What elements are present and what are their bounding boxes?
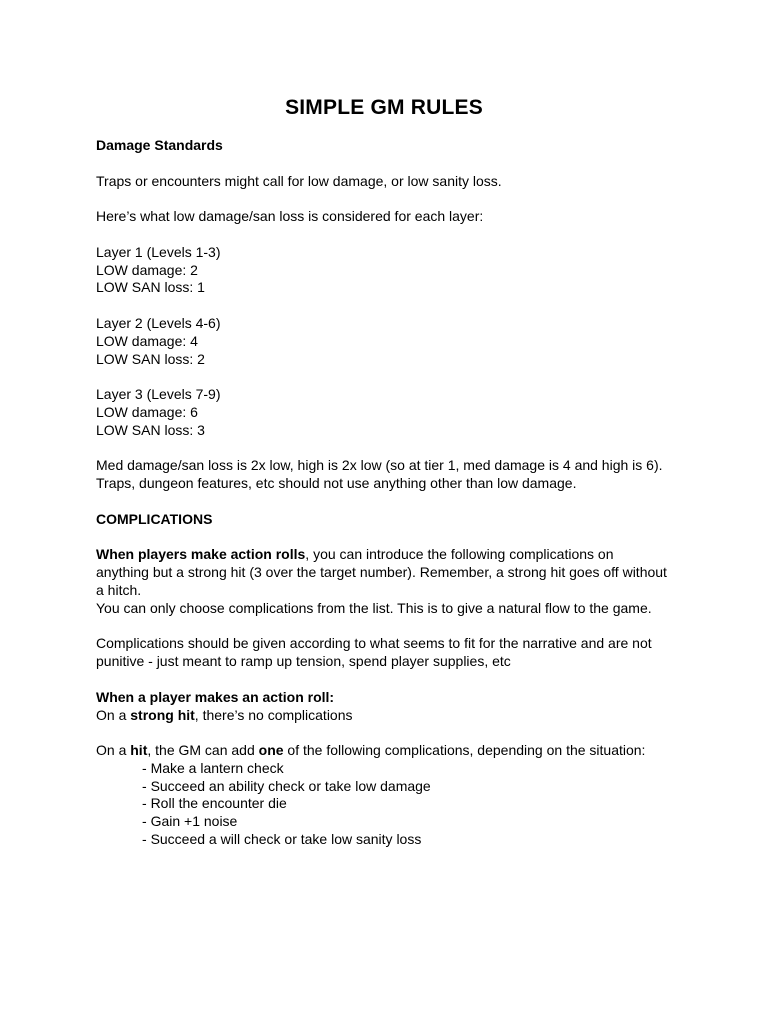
strong-hit-bold: strong hit	[130, 706, 195, 723]
hit-complications-list	[96, 760, 668, 849]
layer-1-san: LOW SAN loss: 1	[96, 279, 205, 296]
hit-bold: hit	[130, 742, 148, 759]
list-item: - Succeed a will check or take low sanity loss	[142, 831, 668, 849]
page-title: SIMPLE GM RULES	[285, 96, 483, 119]
complications-heading: COMPLICATIONS	[96, 510, 213, 527]
list-item: - Succeed an ability check or take low damage	[142, 778, 668, 796]
complications-paragraph-1	[96, 546, 668, 617]
traps-note-text: Traps, dungeon features, etc should not use anything other than low damage.	[96, 475, 577, 492]
hit-pre: On a	[96, 742, 131, 759]
action-rolls-rest: , you can introduce the following complications on anything but a strong hit (3 over the target number). Remember, a strong hit goes off without a hitch.	[96, 546, 667, 598]
hit-one-bold: one	[258, 742, 284, 759]
layer-3-block	[96, 386, 668, 439]
med-high-paragraph	[96, 457, 668, 493]
list-item: - Roll the encounter die	[142, 795, 668, 813]
layer-2-san: LOW SAN loss: 2	[96, 350, 205, 367]
complications-list-note: You can only choose complications from the list. This is to give a natural flow to the game.	[96, 599, 652, 616]
list-item: - Make a lantern check	[142, 760, 668, 778]
complications-paragraph-2: Complications should be given according to what seems to fit for the narrative and are not punitive - just meant to ramp up tension, spend player supplies, etc	[96, 635, 652, 670]
document-body	[96, 137, 668, 849]
action-roll-heading: When a player makes an action roll:	[96, 688, 335, 705]
med-high-text: Med damage/san loss is 2x low, high is 2x low (so at tier 1, med damage is 4 and high is 6).	[96, 457, 663, 474]
layer-2-damage: LOW damage: 4	[96, 332, 198, 349]
action-rolls-bold: When players make action rolls	[96, 546, 306, 563]
layer-1-name: Layer 1 (Levels 1-3)	[96, 243, 221, 260]
hit-post: of the following complications, depending on the situation:	[283, 742, 646, 759]
damage-standards-heading: Damage Standards	[96, 137, 223, 153]
action-roll-block	[96, 689, 668, 725]
intro-paragraph-2: Here’s what low damage/san loss is considered for each layer:	[96, 208, 484, 225]
layer-3-san: LOW SAN loss: 3	[96, 421, 205, 438]
layer-1-block	[96, 244, 668, 297]
layer-3-damage: LOW damage: 6	[96, 403, 198, 420]
strong-hit-post: , there’s no complications	[194, 706, 353, 723]
intro-paragraph-1: Traps or encounters might call for low damage, or low sanity loss.	[96, 172, 502, 189]
hit-paragraph	[96, 742, 668, 760]
layer-3-name: Layer 3 (Levels 7-9)	[96, 386, 221, 403]
list-item: - Gain +1 noise	[142, 813, 668, 831]
layer-1-damage: LOW damage: 2	[96, 261, 198, 278]
strong-hit-pre: On a	[96, 706, 131, 723]
layer-2-name: Layer 2 (Levels 4-6)	[96, 314, 221, 331]
hit-mid: , the GM can add	[147, 742, 259, 759]
layer-2-block	[96, 315, 668, 368]
